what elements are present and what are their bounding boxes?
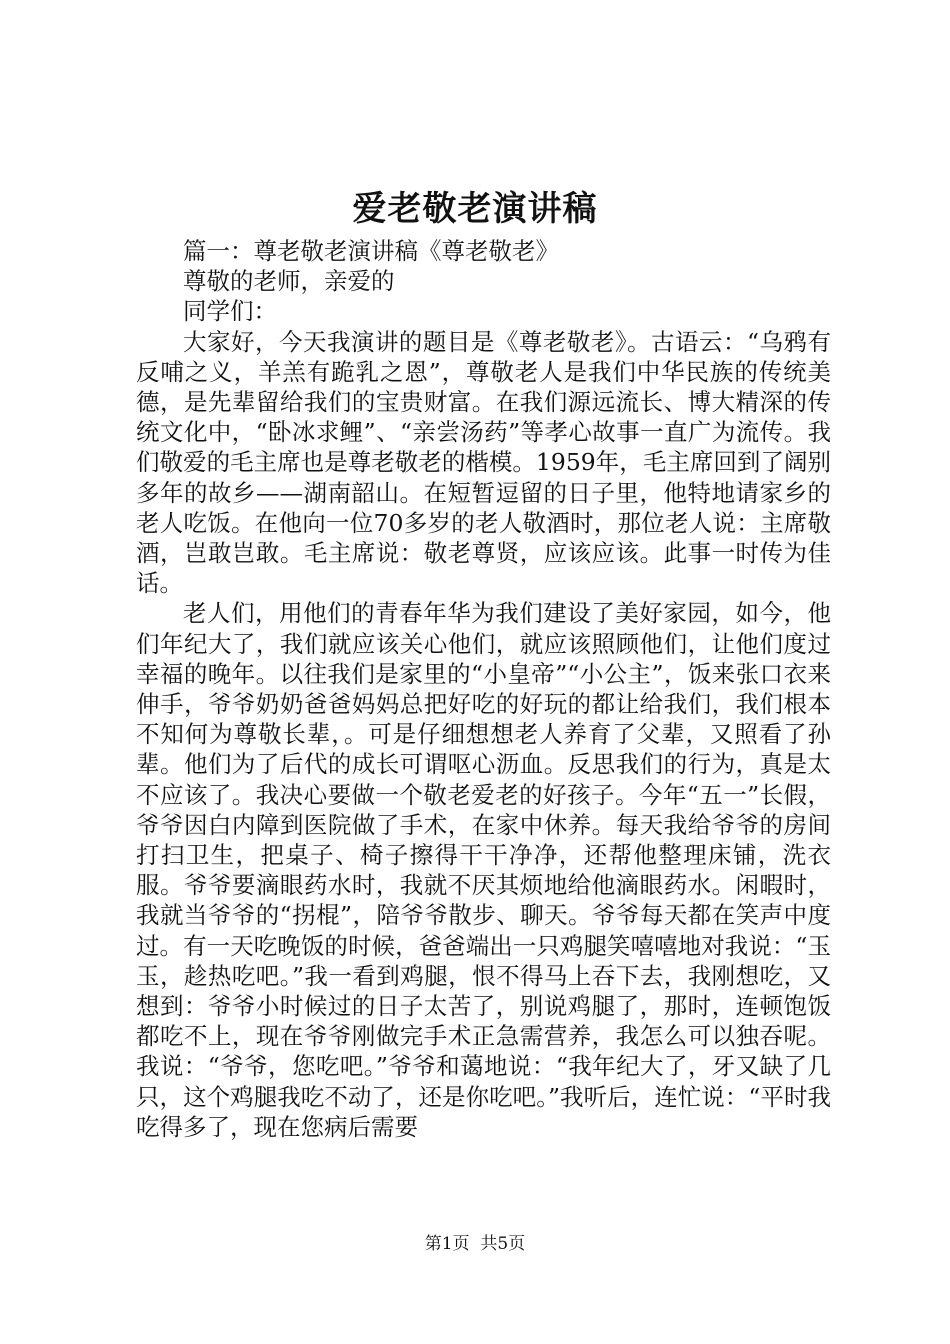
page-number: 第1页 — [424, 1234, 470, 1254]
page-total: 共5页 — [480, 1234, 526, 1254]
salutation-line-1: 尊敬的老师，亲爱的 — [183, 267, 395, 296]
salutation-line-2: 同学们： — [183, 297, 277, 326]
section-heading: 篇一：尊老敬老演讲稿《尊老敬老》 — [183, 237, 559, 265]
page-footer — [0, 1232, 950, 1256]
document-body — [136, 236, 831, 1142]
body-paragraph-1: 大家好，今天我演讲的题目是《尊老敬老》。古语云：“乌鸦有反哺之义，羊羔有跪乳之恩”，尊敬老人是我们中华民族的传统美德，是先辈留给我们的宝贵财富。在我们源远流长、博大精深的传统文化中，“卧冰求鲤”、“亲尝汤药”等孝心故事一直广为流传。我们敬爱的毛主席也是尊老敬老的楷模。1959年，毛主席回到了阔别多年的故乡——湖南韶山。在短暂逗留的日子里，他特地请家乡的老人吃饭。在他向一位70多岁的老人敬酒时，那位老人说：主席敬酒，岂敢岂敢。毛主席说：敬老尊贤，应该应该。此事一时传为佳话。 — [136, 327, 831, 598]
body-paragraph-2: 老人们，用他们的青春年华为我们建设了美好家园，如今，他们年纪大了，我们就应该关心他们，就应该照顾他们，让他们度过幸福的晚年。以往我们是家里的“小皇帝”“小公主”，饭来张口衣来伸手，爷爷奶奶爸爸妈妈总把好吃的好玩的都让给我们，我们根本不知何为尊敬长辈，。可是仔细想想老人养育了父辈，又照看了孙辈。他们为了后代的成长可谓呕心沥血。反思我们的行为，真是太不应该了。我决心要做一个敬老爱老的好孩子。今年“五一”长假，爷爷因白内障到医院做了手术，在家中休养。每天我给爷爷的房间打扫卫生，把桌子、椅子擦得干干净净，还帮他整理床铺，洗衣服。爷爷要滴眼药水时，我就不厌其烦地给他滴眼药水。闲暇时，我就当爷爷的“拐棍”，陪爷爷散步、聊天。爷爷每天都在笑声中度过。有一天吃晚饭的时候，爸爸端出一只鸡腿笑嘻嘻地对我说：“玉玉，趁热吃吧。”我一看到鸡腿，恨不得马上吞下去，我刚想吃，又想到：爷爷小时候过的日子太苦了，别说鸡腿了，那时，连顿饱饭都吃不上，现在爷爷刚做完手术正急需营养，我怎么可以独吞呢。我说：“爷爷，您吃吧。”爷爷和蔼地说：“我年纪大了，牙又缺了几只，这个鸡腿我吃不动了，还是你吃吧。”我听后，连忙说：“平时我吃得多了，现在您病后需要 — [136, 599, 831, 1141]
document-title: 爱老敬老演讲稿 — [352, 189, 598, 229]
